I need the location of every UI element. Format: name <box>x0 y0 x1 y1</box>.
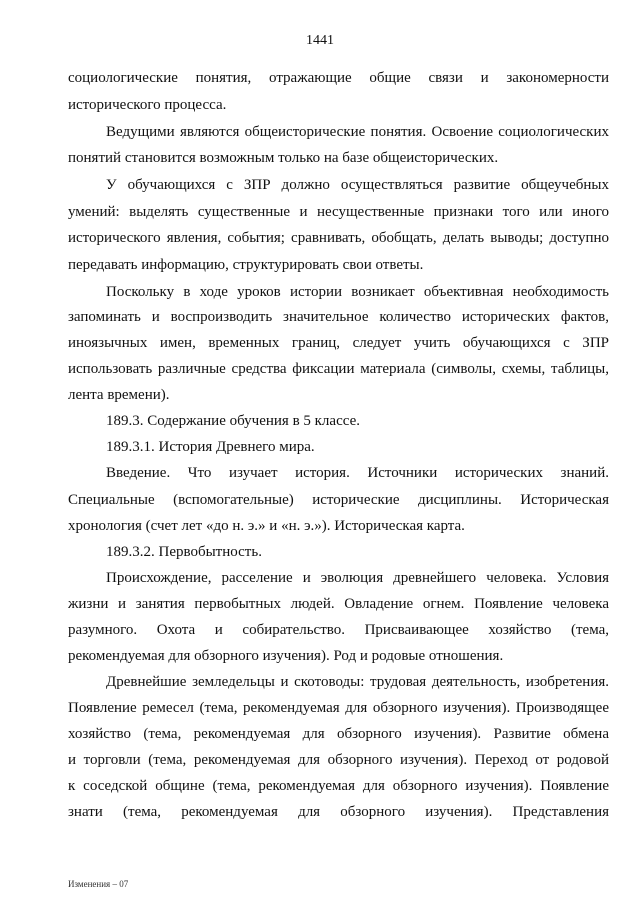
text-line: Древнейшие земледельцы и скотоводы: трудовая деятельность, изобретения. <box>106 674 609 690</box>
section-heading: 189.3. Содержание обучения в 5 классе. <box>106 413 360 429</box>
text-line: Появление ремесел (тема, рекомендуемая для обзорного изучения). Производящее <box>68 700 609 716</box>
text-line: разумного. Охота и собирательство. Присваивающее хозяйство (тема, <box>68 622 609 638</box>
text-line: рекомендуемая для обзорного изучения). Род и родовые отношения. <box>68 648 504 664</box>
section-heading: 189.3.1. История Древнего мира. <box>106 439 315 455</box>
text-line: жизни и занятия первобытных людей. Овладение огнем. Появление человека <box>68 596 609 612</box>
text-line: Происхождение, расселение и эволюция древнейшего человека. Условия <box>106 570 609 586</box>
text-line: использовать различные средства фиксации материала (символы, схемы, таблицы, <box>68 361 609 377</box>
text-line: иноязычных имен, временных границ, следует учить обучающихся с ЗПР <box>68 335 609 351</box>
text-line: Введение. Что изучает история. Источники исторических знаний. <box>106 465 609 481</box>
text-line: Специальные (вспомогательные) исторические дисциплины. Историческая <box>68 492 609 508</box>
text-line: умений: выделять существенные и несущественные признаки того или иного <box>68 204 609 220</box>
text-line: понятий становится возможным только на базе общеисторических. <box>68 150 499 166</box>
text-line: исторического процесса. <box>68 97 227 113</box>
text-line: социологические понятия, отражающие общие связи и закономерности <box>68 70 609 86</box>
text-line: хозяйство (тема, рекомендуемая для обзорного изучения). Развитие обмена <box>68 726 609 742</box>
text-line: к соседской общине (тема, рекомендуемая для обзорного изучения). Появление <box>68 778 609 794</box>
text-line: хронология (счет лет «до н. э.» и «н. э.»). Историческая карта. <box>68 518 465 534</box>
text-line: знати (тема, рекомендуемая для обзорного изучения). Представления <box>68 804 609 820</box>
text-line: и торговли (тема, рекомендуемая для обзорного изучения). Переход от родовой <box>68 752 609 768</box>
text-line: лента времени). <box>68 387 170 403</box>
text-line: Поскольку в ходе уроков истории возникает объективная необходимость <box>106 284 609 300</box>
text-line: У обучающихся с ЗПР должно осуществляться развитие общеучебных <box>106 177 609 193</box>
section-heading: 189.3.2. Первобытность. <box>106 544 262 560</box>
text-line: Ведущими являются общеисторические понятия. Освоение социологических <box>106 124 609 140</box>
text-line: передавать информацию, структурировать свои ответы. <box>68 257 424 273</box>
text-line: исторического явления, события; сравнивать, обобщать, делать выводы; доступно <box>68 230 609 246</box>
text-line: запоминать и воспроизводить значительное количество исторических фактов, <box>68 309 609 325</box>
page-number: 1441 <box>306 33 334 48</box>
footer-revision-note: Изменения – 07 <box>68 879 129 889</box>
